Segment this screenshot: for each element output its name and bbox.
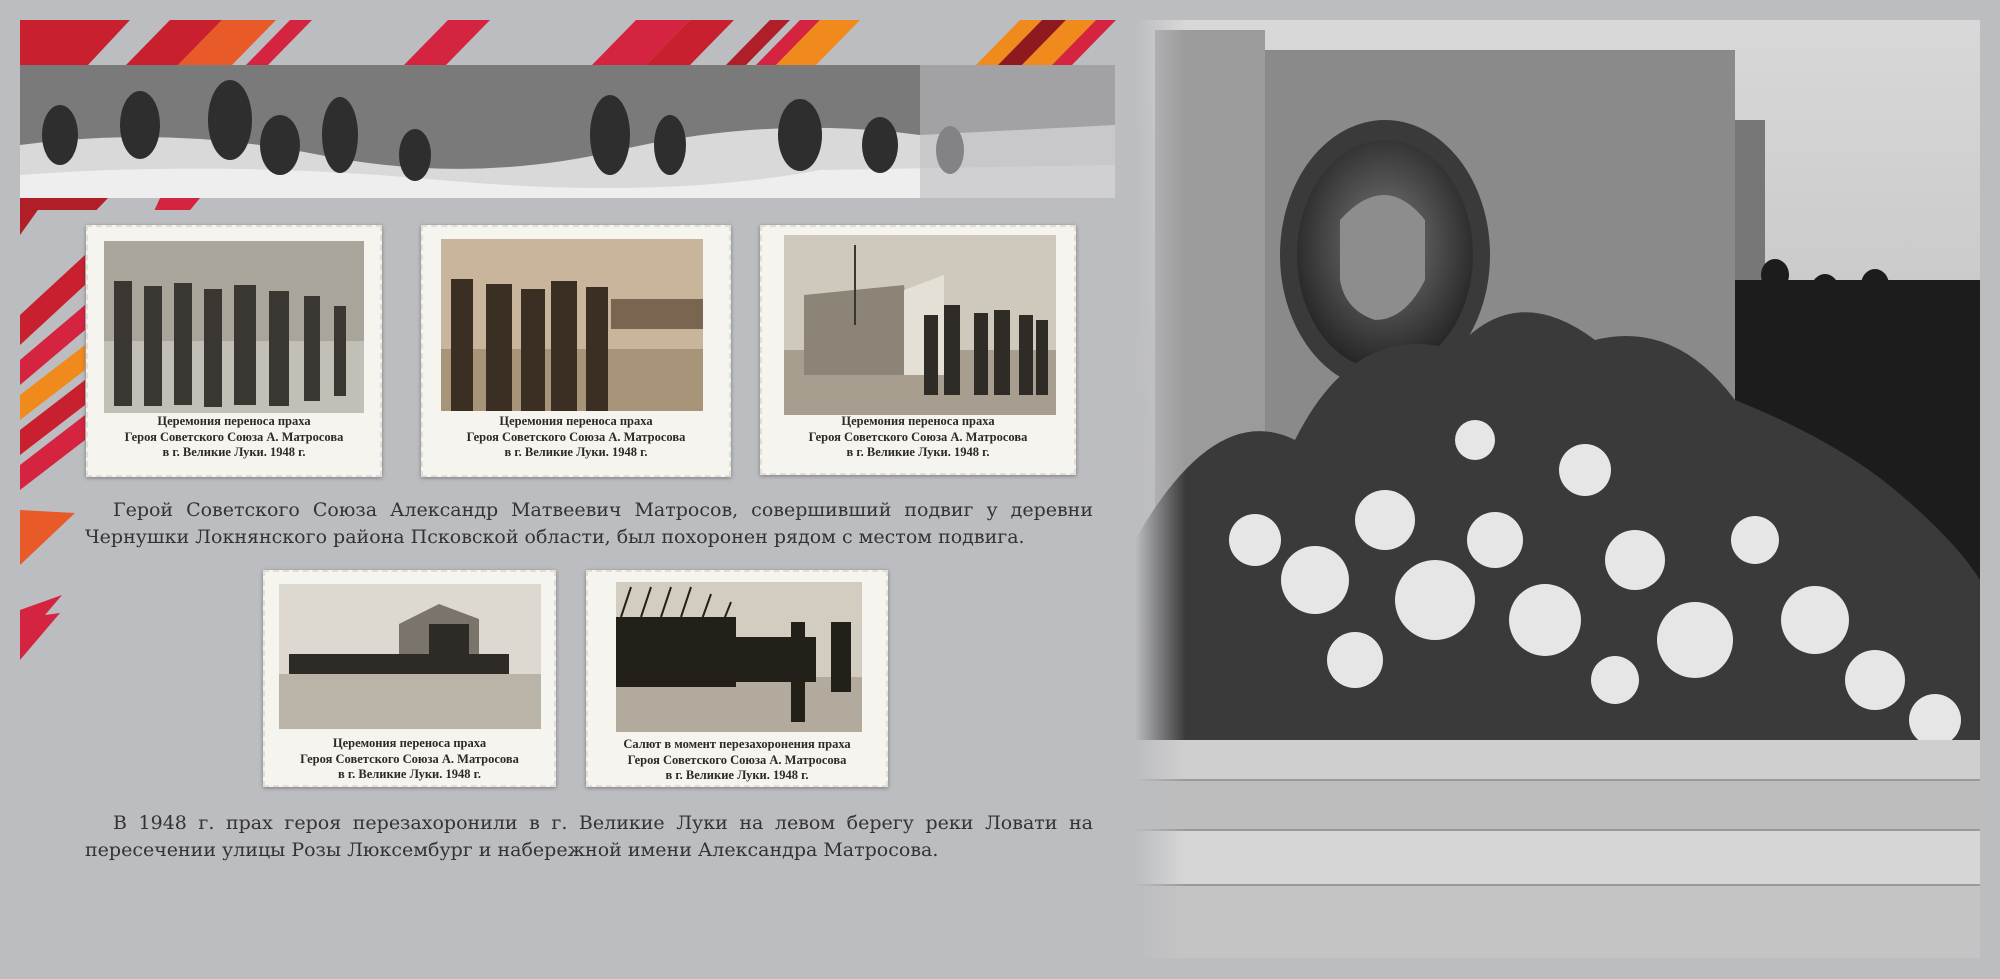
paragraph-reburial: В 1948 г. прах героя перезахоронили в г. Великие Луки на левом берегу реки Ловати на пересечении улицы Розы Люксембург и набережной имени Александра Матросова. (85, 812, 1093, 861)
archive-photo-1: Церемония переноса праха Героя Советского Союза А. Матросова в г. Великие Луки. 1948 г. (86, 225, 382, 477)
archive-photo-2: Церемония переноса праха Героя Советского Союза А. Матросова в г. Великие Луки. 1948 г. (421, 225, 731, 477)
memorial-photo (1135, 20, 1980, 958)
archive-photo-3: Церемония переноса праха Героя Советского Союза А. Матросова в г. Великие Луки. 1948 г. (760, 225, 1076, 475)
paragraph-burial-original: Герой Советского Союза Александр Матвеевич Матросов, совершивший подвиг у деревни Чернушки Локнянского района Псковской области, был похоронен рядом с местом подвига. (85, 499, 1093, 548)
war-scene-banner (20, 65, 1115, 198)
archive-photo-5: Салют в момент перезахоронения праха Героя Советского Союза А. Матросова в г. Великие Луки. 1948 г. (586, 570, 888, 787)
archive-photo-4: Церемония переноса праха Героя Советского Союза А. Матросова в г. Великие Луки. 1948 г. (263, 570, 556, 787)
